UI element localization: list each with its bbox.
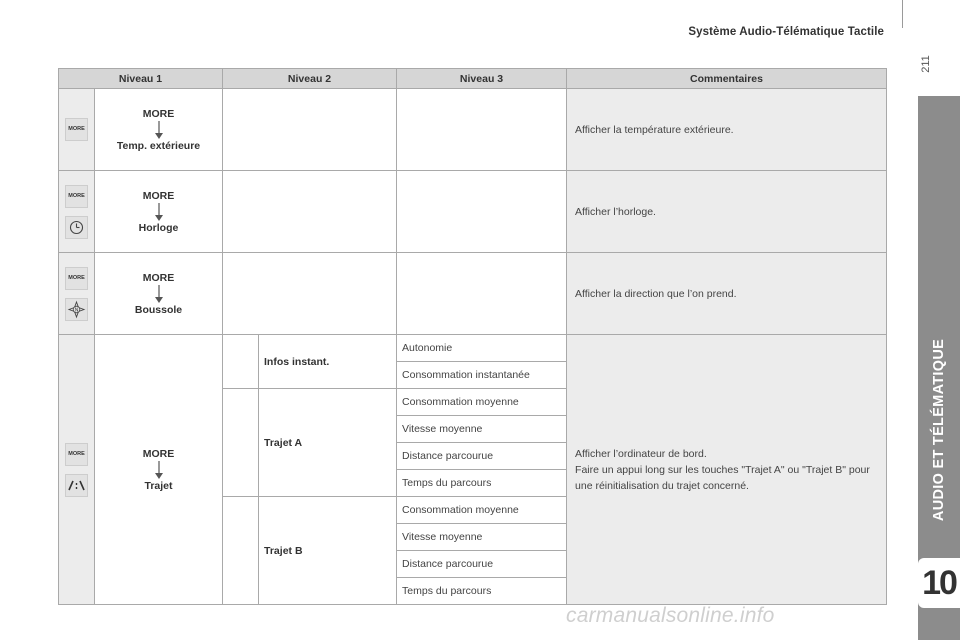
table-row — [59, 335, 887, 362]
level3-item: Consommation instantanée — [397, 362, 567, 389]
level2-label: Trajet A — [259, 389, 397, 497]
more-button-icon: MORE — [65, 267, 88, 290]
level3-item: Autonomie — [397, 335, 567, 362]
level3-item: Vitesse moyenne — [397, 524, 567, 551]
watermark: carmanualsonline.info — [566, 604, 775, 627]
road-trip-icon — [65, 474, 88, 497]
more-label: MORE — [142, 107, 175, 120]
level3-cell — [397, 171, 567, 253]
page-header-title: Système Audio-Télématique Tactile — [688, 26, 884, 38]
arrow-down-icon — [154, 121, 164, 139]
icon-cell — [59, 171, 95, 253]
column-header: Commentaires — [567, 69, 887, 89]
spacer-cell — [223, 335, 259, 389]
svg-text:N: N — [74, 306, 79, 313]
icon-cell — [59, 89, 95, 171]
level3-item: Temps du parcours — [397, 578, 567, 605]
chapter-label: AUDIO ET TÉLÉMATIQUE — [931, 338, 947, 522]
level3-item: Consommation moyenne — [397, 497, 567, 524]
more-label: MORE — [142, 447, 175, 460]
level1-label: Boussole — [134, 303, 183, 316]
more-label: MORE — [142, 271, 175, 284]
comment-cell: Afficher la température extérieure. — [567, 89, 887, 171]
level1-label: Trajet — [144, 479, 173, 492]
chapter-number-tab: 10 — [918, 558, 960, 608]
level3-item: Consommation moyenne — [397, 389, 567, 416]
menu-table — [58, 68, 887, 605]
column-header: Niveau 1 — [59, 69, 223, 89]
level2-cell — [223, 253, 397, 335]
level1-label: Temp. extérieure — [116, 139, 201, 152]
level1-cell — [95, 89, 223, 171]
level2-label: Trajet B — [259, 497, 397, 605]
icon-cell — [59, 253, 95, 335]
level2-cell — [223, 89, 397, 171]
more-button-icon: MORE — [65, 443, 88, 466]
comment-cell — [567, 335, 887, 605]
level1-label: Horloge — [138, 221, 179, 234]
table-header-row — [59, 69, 887, 89]
clock-icon — [65, 216, 88, 239]
comment-cell: Afficher l’horloge. — [567, 171, 887, 253]
arrow-down-icon — [154, 461, 164, 479]
level3-item: Distance parcourue — [397, 551, 567, 578]
more-button-icon: MORE — [65, 118, 88, 141]
level3-cell — [397, 89, 567, 171]
spacer-cell — [223, 389, 259, 497]
level2-cell — [223, 171, 397, 253]
arrow-down-icon — [154, 203, 164, 221]
level2-label: Infos instant. — [259, 335, 397, 389]
level1-cell — [95, 335, 223, 605]
top-rule — [902, 0, 903, 28]
level3-item: Distance parcourue — [397, 443, 567, 470]
table-row — [59, 171, 887, 253]
level1-cell — [95, 171, 223, 253]
level3-cell — [397, 253, 567, 335]
table-row — [59, 89, 887, 171]
table-row — [59, 253, 887, 335]
icon-cell — [59, 335, 95, 605]
arrow-down-icon — [154, 285, 164, 303]
compass-icon — [65, 298, 88, 321]
comment-cell: Afficher la direction que l’on prend. — [567, 253, 887, 335]
level1-cell — [95, 253, 223, 335]
comment-text: Afficher l’ordinateur de bord. Faire un appui long sur les touches "Trajet A" ou "Trajet B" pour une réinitialisation du trajet concerné. — [575, 447, 870, 492]
spacer-cell — [223, 497, 259, 605]
level3-item: Vitesse moyenne — [397, 416, 567, 443]
column-header: Niveau 2 — [223, 69, 397, 89]
page-number: 211 — [920, 55, 932, 73]
column-header: Niveau 3 — [397, 69, 567, 89]
more-button-icon: MORE — [65, 185, 88, 208]
more-label: MORE — [142, 189, 175, 202]
level3-item: Temps du parcours — [397, 470, 567, 497]
